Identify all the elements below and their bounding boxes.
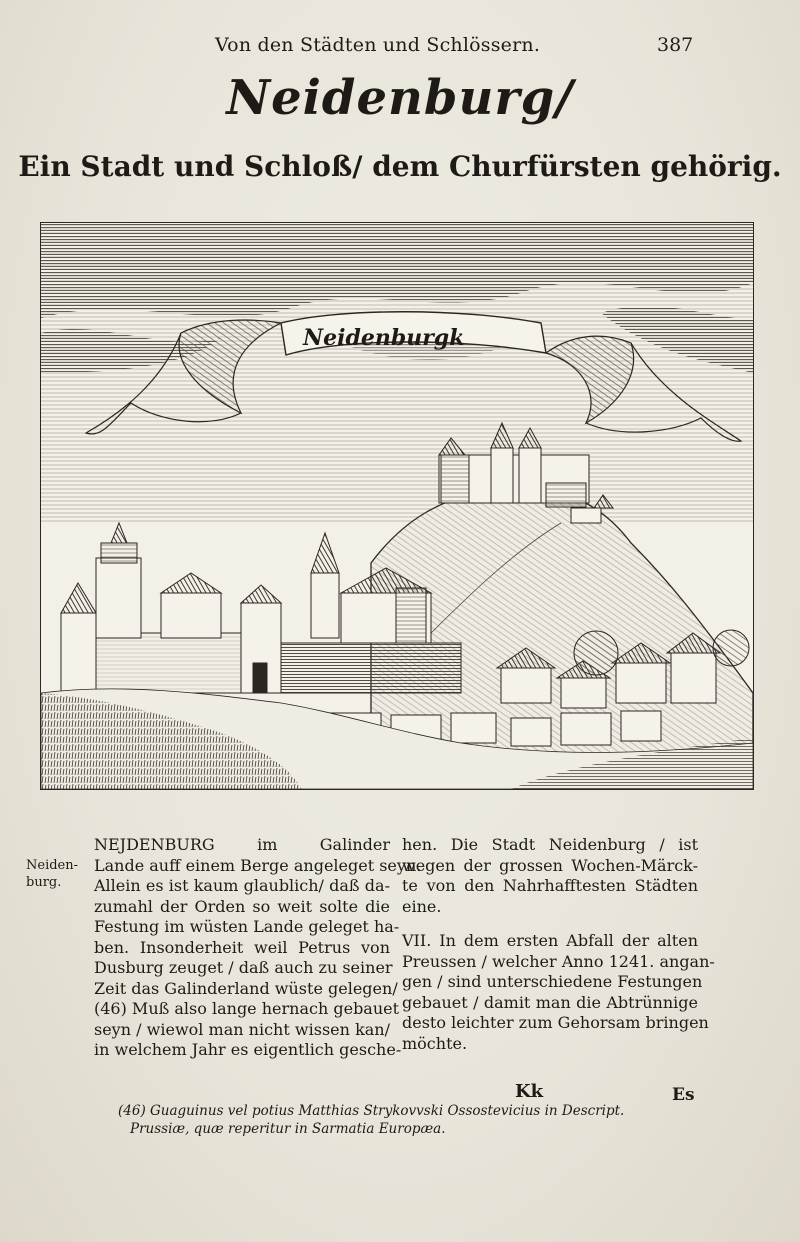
page-number: 387	[657, 34, 694, 56]
banner-label: Neidenburgk	[303, 325, 465, 351]
footnote: (46) Guaguinus vel potius Matthias Strykovvski Ossostevicius in Descript. Prussiæ, quæ reperitur in Sarmatia Europæa.	[118, 1103, 625, 1137]
catchword: Es	[672, 1085, 695, 1105]
town-engraving	[40, 222, 754, 790]
margin-note: Neiden- burg.	[26, 858, 79, 890]
signature-mark: Kk	[515, 1081, 544, 1102]
text-column-right: hen. Die Stadt Neidenburg / ist wegen der grossen Wochen-Märck- te von den Nahrhafftesten Städten eine. VII. In dem ersten Abfall der alten Preussen / welcher Anno 1241. angan- gen / sind unterschiedene Festungen gebauet / damit man die Abtrünnige desto leichter zum Gehorsam bringen möchte.	[402, 835, 715, 1053]
running-head: Von den Städten und Schlössern.	[215, 34, 541, 56]
page-subtitle: Ein Stadt und Schloß/ dem Churfürsten gehörig.	[18, 150, 782, 183]
text-column-left: NEJDENBURG im Galinder Lande auff einem Berge angeleget seyn. Allein es ist kaum glaublich/ daß da- zumahl der Orden so weit solte die Festung im wüsten Lande geleget ha- ben. Insonderheit weil Petrus von Dusburg zeuget / daß auch zu seiner Zeit das Galinderland wüste gelegen/ (46) Muß also lange hernach gebauet seyn / wiewol man nicht wissen kan/ in welchem Jahr es eigentlich gesche-	[94, 835, 422, 1059]
page-title: Neidenburg/	[226, 70, 574, 126]
